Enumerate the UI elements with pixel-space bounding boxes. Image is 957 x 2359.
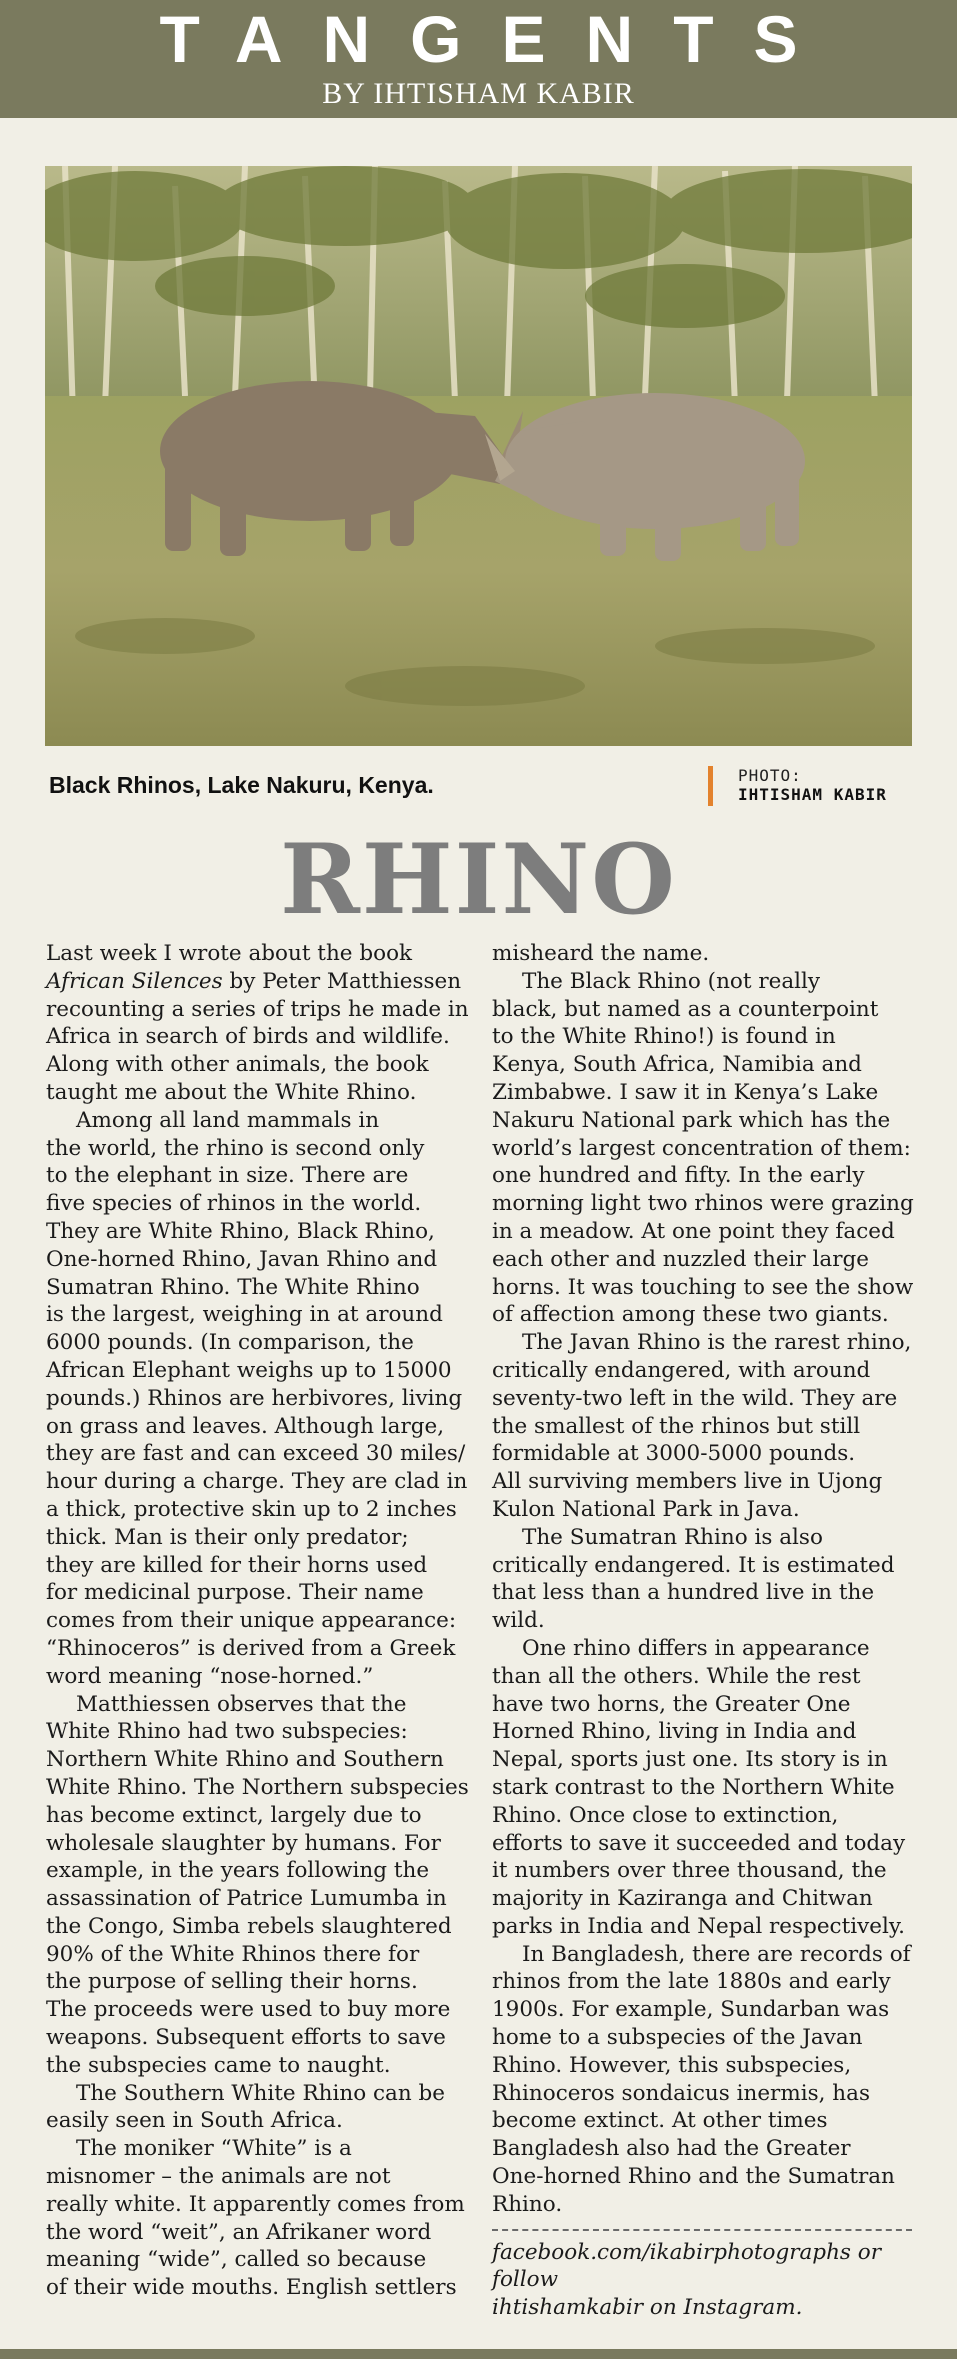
article-paragraph [46, 1107, 478, 1691]
paragraph-text: The Javan Rhino is the rarest rhino, critically endangered, with around seventy-two left in the wild. They are the smallest of the rhinos but still formidable at 3000-5000 pounds. All surviving members live in Ujong Kulon National Park in Java. [492, 1330, 912, 1522]
paragraph-text: The Southern White Rhino can be easily seen in South Africa. [46, 2080, 446, 2134]
photo-credit-label: PHOTO: [738, 766, 802, 785]
paragraph-text: Last week I wrote about the book [46, 941, 413, 966]
article-column-right [492, 940, 920, 2322]
paragraph-text: by Peter Matthiessen recounting a series of trips he made in Africa in search of birds and wildlife. Along with other animals, the book taught me about the White Rhino. [46, 968, 469, 1105]
footer-social-note: facebook.com/ikabirphotographs or follow ihtishamkabir on Instagram. [492, 2239, 882, 2321]
paragraph-text: The moniker “White” is a misnomer – the animals are not really white. It apparently comes from the word “weit”, an Afrikaner word meaning “wide”, called so because of their wide mouths. English settlers [46, 2136, 465, 2301]
bottom-bar [0, 2349, 957, 2359]
paragraph-text: The Sumatran Rhino is also critically endangered. It is estimated that less than a hundred live in the wild. [492, 1524, 895, 1634]
paragraph-text: One rhino differs in appearance than all the others. While the rest have two horns, the Greater One Horned Rhino, living in India and Nepal, sports just one. Its story is in stark contrast to the Northern White Rhino. Once close to extinction, efforts to save it succeeded and today it numbers over three thousand, the majority in Kaziranga and Chitwan parks in India and Nepal respectively. [492, 1635, 906, 1939]
masthead-byline: BY IHTISHAM KABIR [322, 77, 635, 110]
paragraph-text: In Bangladesh, there are records of rhinos from the late 1880s and early 1900s. For example, Sundarban was home to a subspecies of the Javan Rhino. However, this subspecies, Rhinoceros sondaicus inermis, has become extinct. At other times Bangladesh also had the Greater One-horned Rhino and the Sumatran Rhino. [492, 1941, 911, 2217]
article-paragraph [492, 940, 920, 968]
paragraph-text: Matthiessen observes that the White Rhino had two subspecies: Northern White Rhino and Southern White Rhino. The Northern subspecies has become extinct, largely due to wholesale slaughter by humans. For example, in the years following the assassination of Patrice Lumumba in the Congo, Simba rebels slaughtered 90% of the White Rhinos there for the purpose of selling their horns. The proceeds were used to buy more weapons. Subsequent efforts to save the subspecies came to naught. [46, 1691, 469, 2078]
article-headline: RHINO [280, 823, 677, 936]
article-paragraph [492, 1941, 920, 2219]
paragraph-text: Among all land mammals in the world, the rhino is second only to the elephant in size. There are five species of rhinos in the world. They are White Rhino, Black Rhino, One-horned Rhino, Javan Rhino and Sumatran Rhino. The White Rhino is the largest, weighing in at around 6000 pounds. (In comparison, the African Elephant weighs up to 15000 pounds.) Rhinos are herbivores, living on grass and leaves. Although large, they are fast and can exceed 30 miles/ hour during a charge. They are clad in a thick, protective skin up to 2 inches thick. Man is their only predator; they are killed for their horns used for medicinal purpose. Their name comes from their unique appearance: “Rhinoceros” is derived from a Greek word meaning “nose-horned.” [46, 1107, 468, 1689]
article-paragraph [492, 968, 920, 1329]
article-paragraph [492, 1524, 920, 1635]
masthead [0, 0, 957, 118]
article-paragraph [46, 2135, 478, 2302]
masthead-title: TANGENTS [159, 2, 838, 76]
credit-accent-bar [708, 766, 713, 806]
book-title: African Silences [46, 968, 223, 994]
photo-credit-name: IHTISHAM KABIR [738, 785, 887, 804]
article-paragraph [46, 1691, 478, 2080]
paragraph-text: misheard the name. [492, 941, 710, 966]
article-column-left [46, 940, 478, 2302]
article-paragraph [492, 1329, 920, 1524]
rhino-photo [45, 166, 912, 746]
paragraph-text: The Black Rhino (not really black, but named as a counterpoint to the White Rhino!) is found in Kenya, South Africa, Namibia and Zimbabwe. I saw it in Kenya’s Lake Nakuru National park which has the world’s largest concentration of them: one hundred and fifty. In the early morning light two rhinos were grazing in a meadow. At one point they faced each other and nuzzled their large horns. It was touching to see the show of affection among these two giants. [492, 968, 914, 1328]
photo-caption: Black Rhinos, Lake Nakuru, Kenya. [49, 772, 434, 798]
article-paragraph [46, 2080, 478, 2136]
article-paragraph [46, 940, 478, 1107]
footer-divider [492, 2229, 912, 2231]
article-paragraph [492, 1635, 920, 1941]
